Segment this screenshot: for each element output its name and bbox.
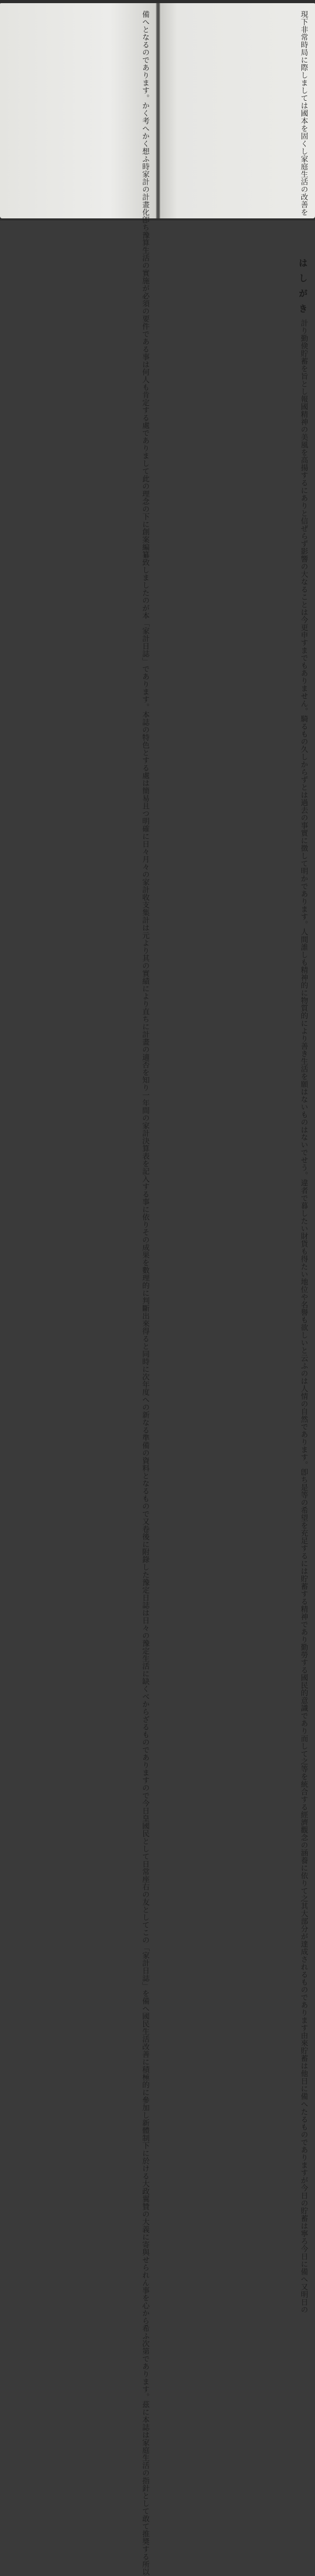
preface-line: であります。茲に本誌は家庭生活の指針として敢て推奬する所以 xyxy=(141,2355,150,2576)
preface-line: 之其大部分が達成されるものであります由來貯蓄は他日に備 xyxy=(300,1895,308,2100)
preface-line: 云ふのは人情の自然であります。 xyxy=(300,1354,308,1468)
preface-line: 家計收支集計は元より其の實績により直ちに計畫の適否を知り xyxy=(141,878,150,1091)
preface-line: ち豫算生活の實施が必須の要件である事は何人も肯定する處で xyxy=(141,224,150,437)
preface-line: らず影響の大なることは今更申すまでもありません。 xyxy=(300,532,308,715)
preface-line: 計り勤倹貯蓄を旨とし報國精神の美風を高揚するにありと信ぜ xyxy=(300,319,308,532)
preface-line: 斷出來得ると同時に次年度への新なる準備の資料となるもので xyxy=(141,1305,150,1518)
preface-line: ざるものでありますので今日皇國民として日常座右の友として xyxy=(141,1716,150,1929)
preface-line: ありまして此の理念の下に創案編纂致しましたのが本「家計日誌」 xyxy=(141,437,150,665)
preface-line: 民的意識であり而して之等を統合する經濟觀念の涵養に依りて xyxy=(300,1681,308,1895)
preface-line: ないでせう。違者で暮したい財貨も得たい地位や名譽も欲しいと xyxy=(300,1133,308,1354)
preface-title: はしがき xyxy=(297,258,307,319)
left-page-text xyxy=(13,10,150,2576)
preface-line: 又卷後に附錄した豫定日誌は日々の豫定生活に缺くべから xyxy=(141,1518,150,1716)
preface-line: 卽ち是等の希望を充足するには貯蓄する精神であり勤勞する國 xyxy=(300,1468,308,1681)
preface-line: 人間誰しも精神的に物質的により善き生活を願はないものは xyxy=(300,928,308,1133)
preface-line: 備へとなるのであります。かく考へかく想ふ時家計の計畫化卽 xyxy=(141,10,150,224)
book-gutter xyxy=(156,3,160,218)
preface-line: 現下非常時局に際しましては國本を固くし家庭生活の改善を xyxy=(300,10,308,216)
preface-line: 騎るもの久しからずとは過去の事實に徴して明かであります。 xyxy=(300,714,308,928)
preface-line: この「家計日誌」を備へ國民生活改善に積極的に參加し新體制 xyxy=(141,1929,150,2142)
preface-line: へたるものでありますが今日の貯蓄は寧ろ今日に備へ又明日の xyxy=(300,2100,308,2314)
preface-line: 一年間の家計決算表を記入する事に依りその成果を數理的に判 xyxy=(141,1091,150,1305)
preface-line: 下に於ける大政翼贊の大義に寄與せられん事を心から希ふ次第 xyxy=(141,2142,150,2355)
preface-line: であります。本誌の特色とする處は簡易且つ明確に日々月々の xyxy=(141,665,150,878)
right-page-text xyxy=(168,10,309,2314)
